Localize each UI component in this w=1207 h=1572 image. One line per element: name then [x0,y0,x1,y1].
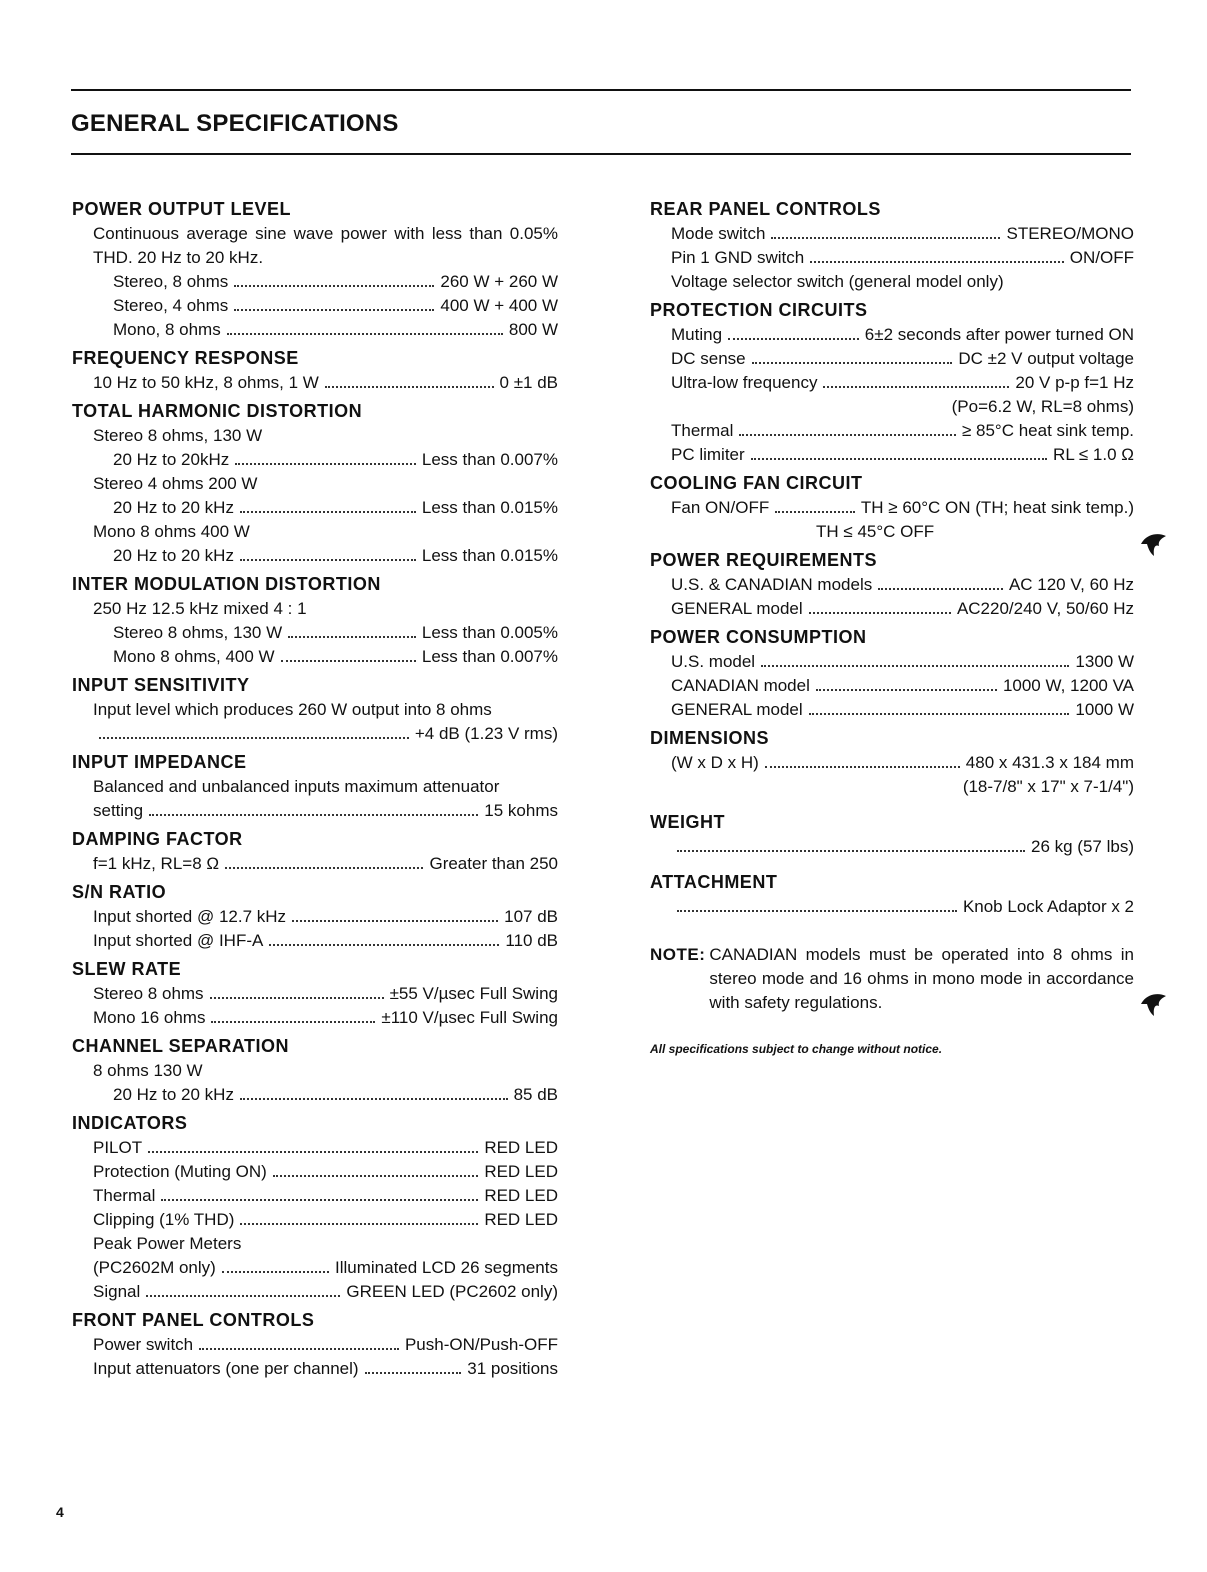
spec-label: U.S. model [671,652,756,671]
dot-leader [146,1295,340,1297]
section-heading: DIMENSIONS [650,728,770,748]
spec-value: AC220/240 V, 50/60 Hz [956,599,1134,618]
spec-label: Signal [93,1282,141,1301]
spec-text: 250 Hz 12.5 kHz mixed 4 : 1 [93,599,307,618]
page-number: 4 [56,1504,64,1520]
spec-row [72,270,558,294]
spec-label: Ultra-low frequency [671,373,818,392]
spec-label: 20 Hz to 20 kHz [113,1085,234,1104]
spec-value: 1300 W [1075,652,1134,671]
spec-label: Input shorted @ IHF-A [93,931,264,950]
spec-value: ±110 V/µsec Full Swing [381,1008,558,1027]
spec-row [72,1333,558,1357]
spec-row [650,222,1134,246]
spec-value: 1000 W, 1200 VA [1002,676,1134,695]
dot-leader [816,689,997,691]
spec-row [650,371,1134,395]
spec-section [72,826,558,876]
spec-row [72,982,558,1006]
spec-section [650,196,1134,294]
spec-text: Voltage selector switch (general model only) [671,272,1004,291]
spec-row [72,645,558,669]
note-block [650,943,1134,1015]
dot-leader [99,737,409,739]
section-heading: POWER CONSUMPTION [650,627,867,647]
spec-row [650,419,1134,443]
spec-label: f=1 kHz, RL=8 Ω [93,854,220,873]
spec-row [72,905,558,929]
section-heading: FRONT PANEL CONTROLS [72,1310,315,1330]
spec-row [650,895,1134,919]
spec-row [72,852,558,876]
spec-label: setting [93,801,144,820]
section-heading: CHANNEL SEPARATION [72,1036,290,1056]
section-heading: DAMPING FACTOR [72,829,243,849]
spec-row [72,1280,558,1304]
section-heading: REAR PANEL CONTROLS [650,199,881,219]
spec-value: 480 x 431.3 x 184 mm [965,753,1134,772]
page-title: GENERAL SPECIFICATIONS [71,110,399,137]
spec-text: Peak Power Meters [93,1234,242,1253]
spec-row [650,246,1134,270]
spec-row [650,751,1134,775]
spec-section [72,956,558,1030]
spec-section [72,345,558,395]
spec-value: RED LED [484,1210,558,1229]
spec-label: Clipping (1% THD) [93,1210,235,1229]
spec-label: Protection (Muting ON) [93,1162,267,1181]
spec-value: STEREO/MONO [1006,224,1134,243]
section-heading: INTER MODULATION DISTORTION [72,574,381,594]
dot-leader [761,665,1069,667]
dot-leader [227,333,503,335]
spec-value: ON/OFF [1069,248,1134,267]
section-heading: SLEW RATE [72,959,182,979]
spec-row [650,698,1134,722]
spec-label: PC limiter [671,445,745,464]
section-heading: INPUT IMPEDANCE [72,752,247,772]
spec-text: Stereo 8 ohms, 130 W [93,426,263,445]
spec-label: Stereo 8 ohms, 130 W [113,623,283,642]
dot-leader [222,1271,329,1273]
spec-value: 260 W + 260 W [440,272,558,291]
spec-label: GENERAL model [671,700,803,719]
spec-value: 1000 W [1075,700,1134,719]
dot-leader [234,309,434,311]
section-heading: FREQUENCY RESPONSE [72,348,299,368]
dot-leader [269,944,499,946]
dot-leader [752,362,953,364]
dot-leader [240,511,416,513]
disclaimer: All specifications subject to change without notice. [650,1042,943,1056]
spec-row [650,573,1134,597]
spec-value: Less than 0.015% [421,498,558,517]
spec-value: DC ±2 V output voltage [958,349,1134,368]
section-heading: S/N RATIO [72,882,167,902]
dot-leader [739,434,956,436]
spec-label: Stereo 8 ohms [93,984,204,1003]
spec-row [72,1160,558,1184]
section-heading: POWER OUTPUT LEVEL [72,199,292,219]
spec-section [72,571,558,669]
spec-text: Stereo 4 ohms 200 W [93,474,258,493]
spec-row [72,448,558,472]
section-heading: INPUT SENSITIVITY [72,675,250,695]
spec-text: TH ≤ 45°C OFF [816,522,935,541]
spec-text: Mono 8 ohms 400 W [93,522,250,541]
spec-row [72,1208,558,1232]
spec-text: 8 ohms 130 W [93,1061,203,1080]
note-label: NOTE: [650,945,706,964]
section-heading: PROTECTION CIRCUITS [650,300,868,320]
spec-label: (PC2602M only) [93,1258,216,1277]
section-heading: ATTACHMENT [650,872,778,892]
spec-label: Input attenuators (one per channel) [93,1359,359,1378]
binding-hole-mark-icon [1138,530,1168,560]
spec-section [72,749,558,823]
spec-label: CANADIAN model [671,676,810,695]
spec-label: Input shorted @ 12.7 kHz [93,907,287,926]
spec-value: 20 V p-p f=1 Hz [1015,373,1134,392]
dot-leader [149,814,478,816]
left-spec-column [72,196,558,1384]
dot-leader [235,463,416,465]
spec-label: U.S. & CANADIAN models [671,575,873,594]
spec-row [650,443,1134,467]
section-heading: WEIGHT [650,812,725,832]
section-heading: COOLING FAN CIRCUIT [650,473,863,493]
dot-leader [292,920,498,922]
right-spec-list [650,196,1134,919]
spec-label: PILOT [93,1138,143,1157]
dot-leader [771,237,1000,239]
spec-row [72,1006,558,1030]
dot-leader [211,1021,375,1023]
spec-label: Stereo, 8 ohms [113,272,229,291]
spec-value: Push-ON/Push-OFF [404,1335,558,1354]
spec-section [72,879,558,953]
spec-continuation: (Po=6.2 W, RL=8 ohms) [951,397,1134,416]
spec-label: Mode switch [671,224,766,243]
spec-label: (W x D x H) [671,753,759,772]
section-heading: INDICATORS [72,1113,188,1133]
spec-row [72,621,558,645]
dot-leader [809,713,1070,715]
spec-value: RED LED [484,1162,558,1181]
spec-label: Thermal [93,1186,156,1205]
dot-leader [240,559,416,561]
spec-section [650,725,1134,799]
dot-leader [281,660,416,662]
section-heading: TOTAL HARMONIC DISTORTION [72,401,363,421]
dot-leader [677,850,1025,852]
spec-row [650,323,1134,347]
spec-value: Less than 0.007% [421,647,558,666]
top-rule [71,89,1131,91]
dot-leader [728,338,859,340]
title-underline-rule [71,153,1131,155]
spec-text: Continuous average sine wave power with less than 0.05% THD. 20 Hz to 20 kHz. [93,224,558,267]
dot-leader [288,636,416,638]
dot-leader [823,386,1009,388]
spec-row [72,544,558,568]
spec-label: Mono, 8 ohms [113,320,221,339]
spec-value: RED LED [484,1138,558,1157]
dot-leader [148,1151,478,1153]
spec-value: Less than 0.015% [421,546,558,565]
spec-row [650,835,1134,859]
spec-label: 20 Hz to 20kHz [113,450,230,469]
spec-row [650,674,1134,698]
dot-leader [240,1098,508,1100]
spec-value: Less than 0.005% [421,623,558,642]
spec-section [72,1033,558,1107]
spec-value: 85 dB [513,1085,558,1104]
spec-value: 31 positions [467,1359,558,1378]
spec-row [72,722,558,746]
spec-value: 800 W [508,320,558,339]
spec-continuation: (18-7/8" x 17" x 7-1/4") [962,777,1134,796]
spec-label: 10 Hz to 50 kHz, 8 ohms, 1 W [93,373,319,392]
spec-value: +4 dB (1.23 V rms) [414,724,558,743]
spec-value: GREEN LED (PC2602 only) [346,1282,558,1301]
spec-value: 0 ±1 dB [499,373,558,392]
spec-section [72,1307,558,1381]
dot-leader [325,386,494,388]
spec-value: AC 120 V, 60 Hz [1008,575,1134,594]
spec-row [650,347,1134,371]
binding-hole-mark-icon [1138,990,1168,1020]
spec-label: 20 Hz to 20 kHz [113,498,234,517]
spec-value: 400 W + 400 W [440,296,558,315]
spec-row [72,1083,558,1107]
spec-section [72,196,558,342]
spec-label: Pin 1 GND switch [671,248,805,267]
dot-leader [199,1348,399,1350]
spec-row [72,318,558,342]
spec-value: RL ≤ 1.0 Ω [1053,445,1134,464]
spec-row [72,799,558,823]
spec-value: Illuminated LCD 26 segments [334,1258,558,1277]
spec-row [72,371,558,395]
spec-value: RED LED [484,1186,558,1205]
spec-label: 20 Hz to 20 kHz [113,546,234,565]
spec-section [650,547,1134,621]
spec-label: Mono 8 ohms, 400 W [113,647,275,666]
spec-label: Muting [671,325,723,344]
spec-section [650,869,1134,919]
dot-leader [273,1175,478,1177]
spec-value: Knob Lock Adaptor x 2 [962,897,1134,916]
spec-value: 107 dB [504,907,558,926]
spec-row [72,294,558,318]
dot-leader [240,1223,478,1225]
spec-section [72,672,558,746]
spec-value: Less than 0.007% [421,450,558,469]
dot-leader [161,1199,478,1201]
dot-leader [234,285,434,287]
spec-section [650,470,1134,544]
spec-label: DC sense [671,349,746,368]
dot-leader [751,458,1047,460]
spec-value: ≥ 85°C heat sink temp. [961,421,1134,440]
dot-leader [809,612,951,614]
spec-row [650,650,1134,674]
spec-section [650,297,1134,467]
spec-label: Stereo, 4 ohms [113,296,229,315]
dot-leader [365,1372,462,1374]
spec-label: Fan ON/OFF [671,498,770,517]
dot-leader [210,997,384,999]
spec-section [72,398,558,568]
dot-leader [677,910,957,912]
spec-value: 6±2 seconds after power turned ON [864,325,1134,344]
spec-label: Power switch [93,1335,194,1354]
spec-text: Balanced and unbalanced inputs maximum attenuator [93,777,500,796]
spec-label: Mono 16 ohms [93,1008,206,1027]
spec-section [650,624,1134,722]
dot-leader [225,867,423,869]
spec-value: 26 kg (57 lbs) [1031,837,1134,856]
dot-leader [765,766,960,768]
spec-value: 15 kohms [484,801,558,820]
spec-section [72,1110,558,1304]
spec-label: GENERAL model [671,599,803,618]
spec-row [72,1256,558,1280]
spec-value: TH ≥ 60°C ON (TH; heat sink temp.) [860,498,1134,517]
spec-text: Input level which produces 260 W output into 8 ohms [93,700,492,719]
dot-leader [810,261,1064,263]
spec-label: Thermal [671,421,734,440]
right-spec-column [650,196,1134,1061]
spec-row [72,1357,558,1381]
note-text: CANADIAN models must be operated into 8 ohms in stereo mode and 16 ohms in mono mode in accordance with safety regulations. [709,945,1134,1012]
dot-leader [775,511,855,513]
spec-value: ±55 V/µsec Full Swing [389,984,558,1003]
section-heading: POWER REQUIREMENTS [650,550,878,570]
spec-value: Greater than 250 [429,854,558,873]
spec-row [650,597,1134,621]
spec-row [72,1184,558,1208]
dot-leader [878,588,1003,590]
spec-value: 110 dB [505,931,558,950]
spec-row [72,1136,558,1160]
spec-row [650,496,1134,520]
spec-row [72,929,558,953]
spec-row [72,496,558,520]
spec-section [650,809,1134,859]
